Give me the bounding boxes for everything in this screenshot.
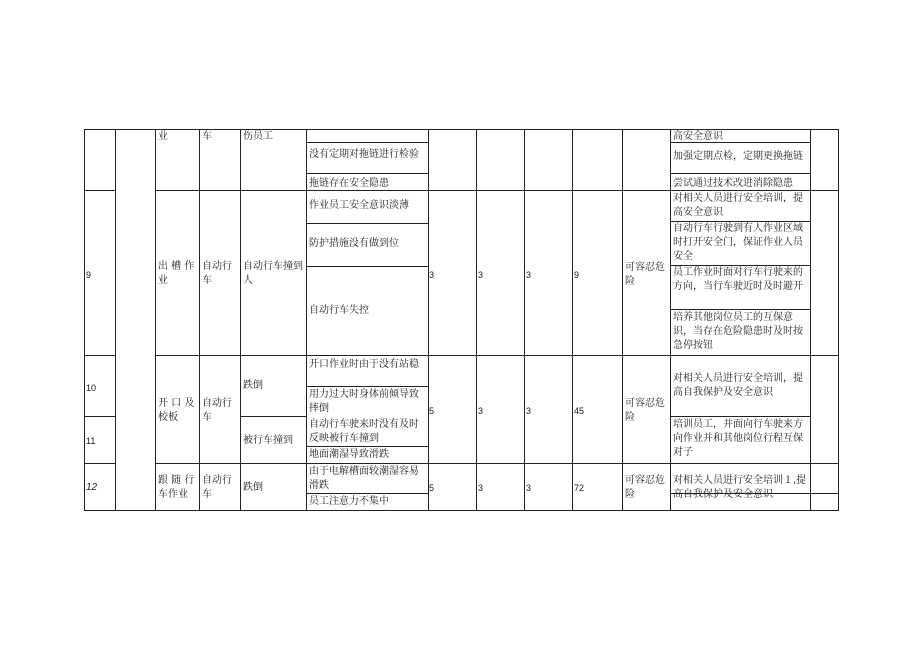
col-border [476,129,477,511]
measure-cell: 对相关人员进行安全培训，提高自我保护及安全意识 [673,373,803,398]
cause-cell: 拖链存在安全隐患 [309,178,389,189]
equipment-cell: 车 [202,131,212,142]
row-divider [155,355,838,356]
hazard-type-cell: 被行车撞到 [243,435,293,446]
col-border [115,129,116,511]
consequence-score: 3 [526,483,532,493]
col-border [240,129,241,511]
exposure-score: 3 [478,406,484,416]
measure-cell: 对相关人员进行安全培训１,提高自我保护及安全意识 [673,475,807,500]
col-border [838,129,839,511]
cause-cell: 由于电解槽面较潮湿容易滑跌 [309,466,419,491]
cause-divider [306,386,428,387]
activity-cell: 开 口 及校板 [158,398,195,423]
equipment-cell: 自动行车 [202,261,232,286]
row-divider [84,463,115,464]
cause-divider [306,266,428,267]
table-bottom-border [84,510,838,511]
row-number: 12 [86,482,98,493]
likelihood-score: 5 [429,483,435,493]
row-divider [240,416,306,417]
col-border [199,129,200,511]
cause-cell: 没有定期对拖链进行检验 [309,149,419,160]
cause-cell: 自动行车驶来时没有及时反映被行车撞到 [309,419,419,444]
cause-divider [306,446,428,447]
row-divider [84,416,115,417]
measure-cell: 自动行车行驶到有人作业区域时打开安全门，保证作业人员安全 [673,223,803,262]
cause-cell: 开口作业时由于没有站稳 [309,359,419,370]
cause-cell: 用力过大时身体前倾导致摔倒 [309,389,419,414]
measure-cell: 对相关人员进行安全培训，提高安全意识 [673,193,803,218]
risk-score: 45 [574,406,585,416]
exposure-score: 3 [478,270,484,280]
col-border [572,129,573,511]
measure-cell: 尝试通过技术改进消除隐患 [673,178,793,189]
col-border [524,129,525,511]
likelihood-score: 3 [429,270,435,280]
measure-cell: 员工作业时面对行车行驶来的方向，当行车驶近时及时避开 [673,267,803,292]
cause-divider [306,223,428,224]
row-divider [84,355,115,356]
likelihood-score: 5 [429,406,435,416]
row-divider [155,463,838,464]
risk-level: 可容忍危险 [625,398,665,423]
equipment-cell: 自动行车 [202,475,232,500]
cause-cell: 作业员工安全意识淡薄 [309,200,409,211]
col-border [428,129,429,511]
row-number: 11 [86,436,96,446]
consequence-score: 3 [526,270,532,280]
equipment-cell: 自动行车 [202,398,232,423]
measure-cell: 培训员工，并面向行车驶来方向作业并和其他岗位行程互保对子 [673,419,803,458]
risk-level: 可容忍危险 [625,475,665,500]
cause-cell: 自动行车失控 [309,305,369,316]
exposure-score: 3 [478,483,484,493]
hazard-type-cell: 跌倒 [243,380,263,391]
row-number: 9 [86,270,92,280]
consequence-score: 3 [526,406,532,416]
cause-divider [306,493,428,494]
activity-cell: 出 槽 作业 [158,261,195,286]
cause-cell: 防护措施没有做到位 [309,238,399,249]
col-border [84,129,85,511]
risk-level: 可容忍危险 [625,262,665,287]
activity-cell: 跟 随 行车作业 [158,475,195,500]
col-border [670,129,671,511]
cause-divider [306,142,428,143]
cause-cell: 地面潮湿导致滑跌 [309,449,389,460]
hazard-type-cell: 跌倒 [243,482,263,493]
hazard-type-cell: 自动行车撞到人 [243,261,303,286]
col-border [622,129,623,511]
risk-score: 72 [574,483,585,493]
measure-cell: 高安全意识 [673,131,723,142]
col-border [810,129,811,511]
hazard-type-cell: 伤员工 [243,131,273,142]
risk-score: 9 [574,270,580,280]
measure-cell: 加强定期点检，定期更换拖链 [673,151,803,162]
measure-divider [670,173,810,174]
col-border [306,129,307,511]
cause-divider [306,173,428,174]
measure-divider [670,309,810,310]
activity-cell: 业 [158,131,168,142]
row-number: 10 [86,383,97,393]
row-divider [84,190,115,191]
cause-cell: 员工注意力不集中 [309,496,389,507]
measure-divider [670,416,810,417]
measure-cell: 培养其他岗位员工的互保意识，当存在危险隐患时及时按急停按钮 [673,312,803,351]
col-border [155,129,156,511]
